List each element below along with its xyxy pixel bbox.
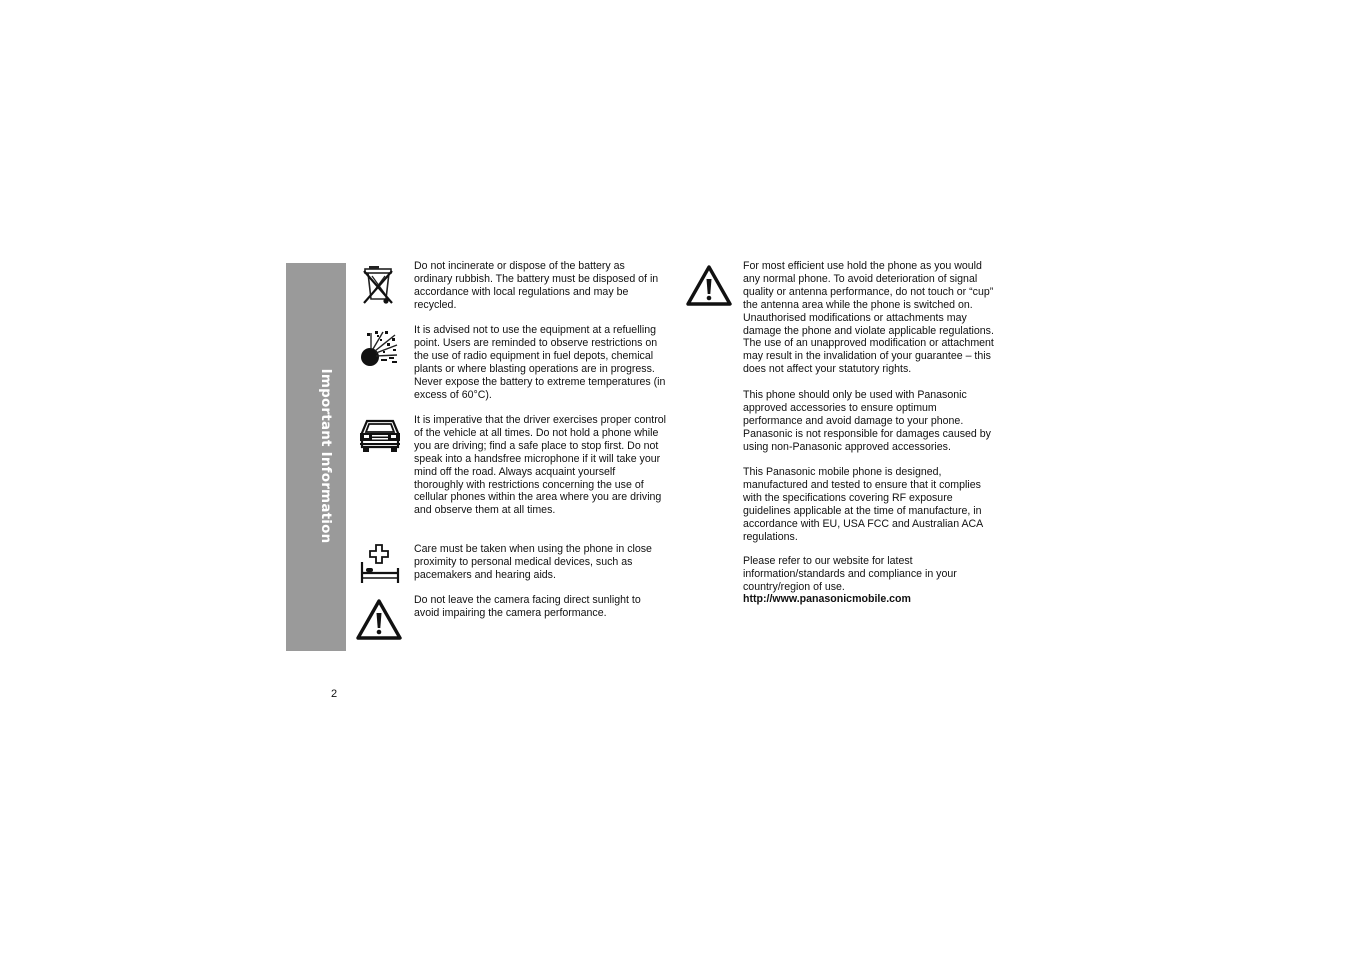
driving-safety-text: It is imperative that the driver exercises proper control of the vehicle at all times. Do not hold a phone while you are driving; find a safe place to stop first. Do not speak into a handsfree microphone if it will take your mind off the road. Always acquaint yourself thoroughly with restrictions concerning the use of cellular phones within the area where you are driving and observe them at all times. bbox=[414, 414, 666, 517]
refuelling-warning-text: It is advised not to use the equipment at a refuelling point. Users are reminded to observe restrictions on the use of radio equipment in fuel depots, chemical plants or where blasting operations are in progress. Never expose the battery to extreme temperatures (in excess of 60°C). bbox=[414, 324, 666, 401]
website-link[interactable]: http://www.panasonicmobile.com bbox=[743, 593, 911, 605]
efficient-use-text: For most efficient use hold the phone as you would any normal phone. To avoid deterioration of signal quality or antenna performance, do not touch or “cup” the antenna area while the phone is switched on. Unauthorised modifications or attachments may damage the phone and violate applicable regulations. The use of an unapproved modification or attachment may result in the invalidation of your guarantee – this does not affect your statutory rights. bbox=[743, 260, 994, 376]
medical-bed-icon bbox=[359, 544, 401, 586]
rf-exposure-text: This Panasonic mobile phone is designed, manufactured and tested to ensure that it complies with the specifications covering RF exposure guidelines applicable at the time of manufacture, in accordance with EU, USA FCC and Australian ACA regulations. bbox=[743, 466, 983, 543]
camera-sunlight-text: Do not leave the camera facing direct sunlight to avoid impairing the camera performance. bbox=[414, 594, 641, 619]
medical-devices-text: Care must be taken when using the phone in close proximity to personal medical devices, such as pacemakers and hearing aids. bbox=[414, 543, 652, 581]
car-icon bbox=[358, 418, 402, 454]
section-title: Important Information bbox=[318, 368, 334, 544]
approved-accessories-text: This phone should only be used with Panasonic approved accessories to ensure optimum performance and avoid damage to your phone. Panasonic is not responsible for damages caused by using non-Panasonic approved accessories. bbox=[743, 389, 991, 453]
battery-disposal-text: Do not incinerate or dispose of the battery as ordinary rubbish. The battery must be disposed of in accordance with local regulations and may be recycled. bbox=[414, 260, 659, 311]
website-reference-text: Please refer to our website for latest information/standards and compliance in your country/region of use. bbox=[743, 555, 957, 593]
warning-triangle-icon bbox=[686, 264, 732, 306]
crossed-out-bin-icon bbox=[360, 264, 398, 306]
warning-triangle-icon bbox=[356, 598, 402, 640]
page-number: 2 bbox=[331, 688, 338, 700]
section-tab bbox=[286, 263, 346, 651]
explosion-icon bbox=[359, 329, 399, 369]
